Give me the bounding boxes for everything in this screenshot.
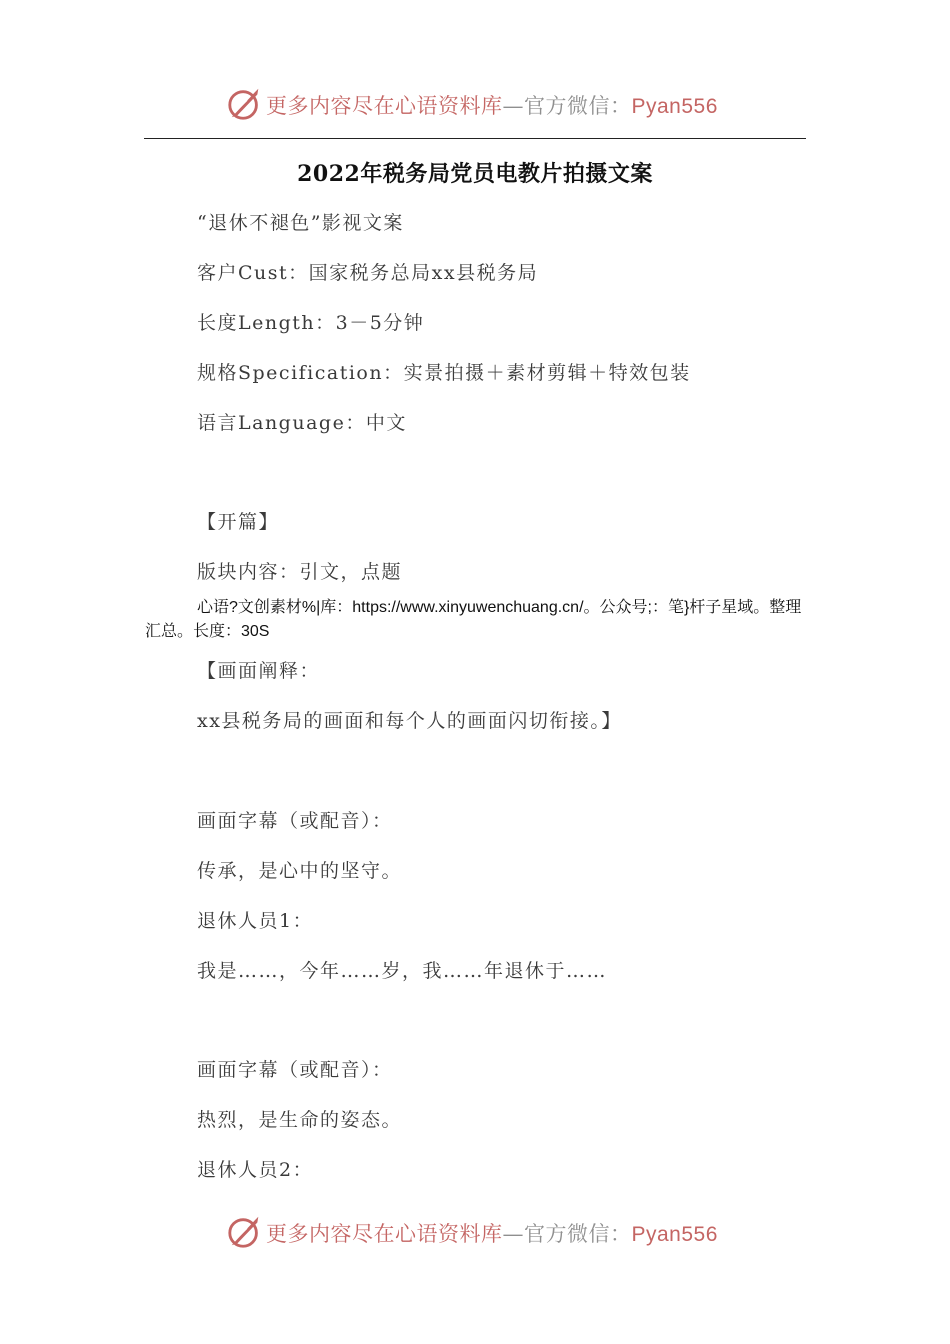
paragraph: 长度Length：3－5分钟 [197,312,425,334]
banner-lead: 更多内容尽在心语资料库 [266,94,503,118]
paragraph: 退休人员1： [197,910,314,932]
header-banner [0,82,950,126]
document-title: 2022年税务局党员电教片拍摄文案 [297,161,653,187]
paragraph: 语言Language：中文 [197,412,407,434]
banner-mid: —官方微信： [502,1222,632,1246]
paragraph: 我是……，今年……岁，我……年退休于…… [197,960,608,982]
header-banner-text [266,90,718,120]
paragraph: 退休人员2： [197,1159,314,1181]
paragraph: 画面字幕（或配音）： [197,810,393,832]
paragraph: 热烈，是生命的姿态。 [197,1109,403,1131]
paragraph: xx县税务局的画面和每个人的画面闪切衔接。】 [197,710,622,732]
paragraph: 版块内容：引文，点题 [197,561,403,583]
quill-seal-logo-icon [226,85,264,123]
paragraph: 【画面阐释： [197,660,321,682]
section-heading: 【开篇】 [197,511,280,533]
header-divider [144,138,806,139]
paragraph: 客户Cust：国家税务总局xx县税务局 [197,262,539,284]
quill-seal-logo-icon [226,1213,264,1251]
footer-banner-text [266,1218,718,1248]
footer-banner [0,1210,950,1254]
banner-mid: —官方微信： [502,94,632,118]
paragraph: 画面字幕（或配音）： [197,1059,393,1081]
banner-account: Pyan556 [631,95,718,118]
banner-lead: 更多内容尽在心语资料库 [266,1222,503,1246]
paragraph: 传承，是心中的坚守。 [197,860,403,882]
banner-account: Pyan556 [631,1223,718,1246]
source-note: 心语?文创素材%|库：https://www.xinyuwenchuang.cn/。公众号;：笔}杆子星域。整理汇总。长度：30S [145,599,802,640]
paragraph: “退休不褪色”影视文案 [197,212,404,234]
paragraph: 规格Specification：实景拍摄＋素材剪辑＋特效包装 [197,362,691,384]
